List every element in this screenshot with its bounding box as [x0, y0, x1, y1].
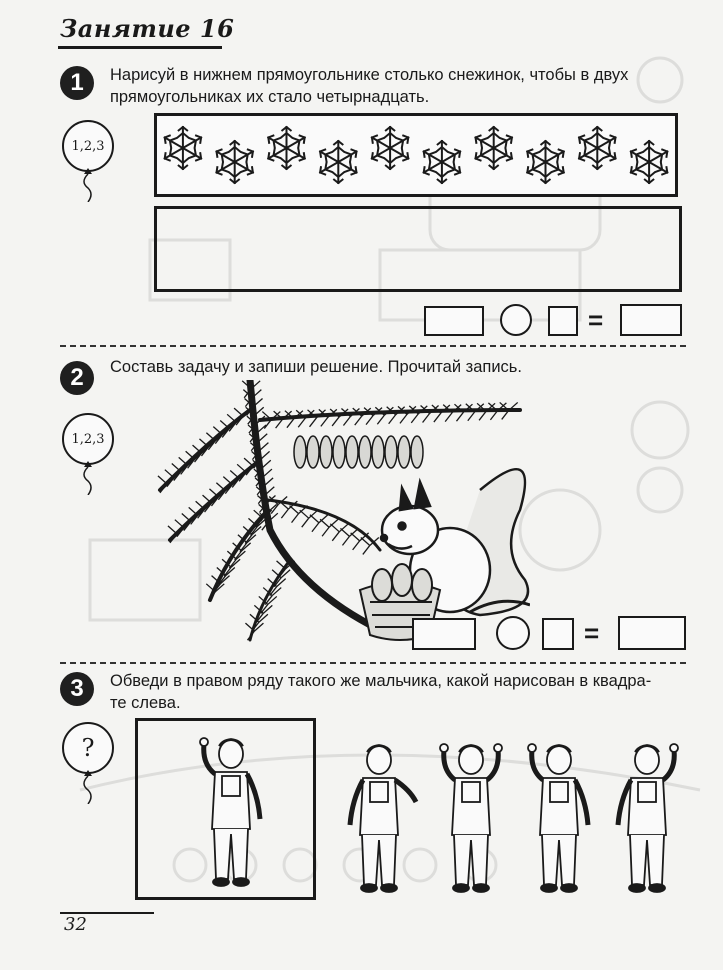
task-2-text: Составь задачу и запиши решение. Прочитай запись.	[110, 358, 522, 376]
page-number: 32	[64, 914, 87, 935]
boy-option-2[interactable]	[430, 740, 512, 898]
task-2-equation	[412, 616, 688, 650]
operator-circle[interactable]	[496, 616, 530, 650]
fir-branch-illustration	[150, 380, 530, 650]
balloon-icon	[62, 413, 114, 495]
task-3-level-badge: ?	[81, 734, 95, 762]
boy-option-3[interactable]	[518, 740, 600, 898]
task-3-number: 3	[60, 672, 94, 706]
answer-box-1[interactable]	[424, 306, 484, 336]
snowflake-icon	[472, 126, 516, 170]
result-box[interactable]	[620, 304, 682, 336]
drawing-box-bottom[interactable]	[154, 206, 682, 292]
task-3-text	[110, 670, 651, 714]
snowflake-icon	[264, 126, 308, 170]
operator-circle[interactable]	[500, 304, 532, 336]
answer-box-2[interactable]	[548, 306, 578, 336]
snowflake-icon	[575, 126, 619, 170]
task-2-level-badge: 1,2,3	[62, 413, 114, 465]
task-1-text-line-2: прямоугольниках их стало четырнадцать.	[110, 88, 430, 106]
balloon-string	[62, 168, 114, 202]
snowflake-icon	[523, 140, 567, 184]
snowflake-row	[157, 116, 675, 194]
divider-1	[60, 345, 686, 347]
task-1-text-line-1: Нарисуй в нижнем прямоугольнике столько снежинок, чтобы в двух	[110, 66, 629, 84]
snowflake-icon	[368, 126, 412, 170]
balloon-icon	[62, 722, 114, 804]
answer-box-2[interactable]	[542, 618, 574, 650]
answer-box-1[interactable]	[412, 618, 476, 650]
snowflake-box-top	[154, 113, 678, 197]
snowflake-icon	[213, 140, 257, 184]
reference-boy-figure	[190, 734, 272, 892]
balloon-string	[62, 770, 114, 804]
task-1-number: 1	[60, 66, 94, 100]
equals-sign: =	[584, 618, 600, 648]
divider-2	[60, 662, 686, 664]
result-box[interactable]	[618, 616, 686, 650]
lesson-title: Занятие 16	[60, 14, 235, 43]
boy-option-1[interactable]	[338, 740, 420, 898]
equals-sign: =	[588, 305, 604, 335]
task-2-number: 2	[60, 361, 94, 395]
title-underline	[58, 46, 222, 49]
task-1-equation	[424, 304, 684, 338]
balloon-string	[62, 461, 114, 495]
boy-option-4[interactable]	[606, 740, 688, 898]
task-3-text-line-1: Обведи в правом ряду такого же мальчика, какой нарисован в квадра-	[110, 672, 652, 690]
snowflake-icon	[316, 140, 360, 184]
task-1-text	[110, 64, 628, 108]
balloon-icon	[62, 120, 114, 202]
snowflake-icon	[627, 140, 671, 184]
task-3-text-line-2: те слева.	[110, 694, 181, 712]
task-1-level-badge: 1,2,3	[62, 120, 114, 172]
snowflake-icon	[420, 140, 464, 184]
snowflake-icon	[161, 126, 205, 170]
